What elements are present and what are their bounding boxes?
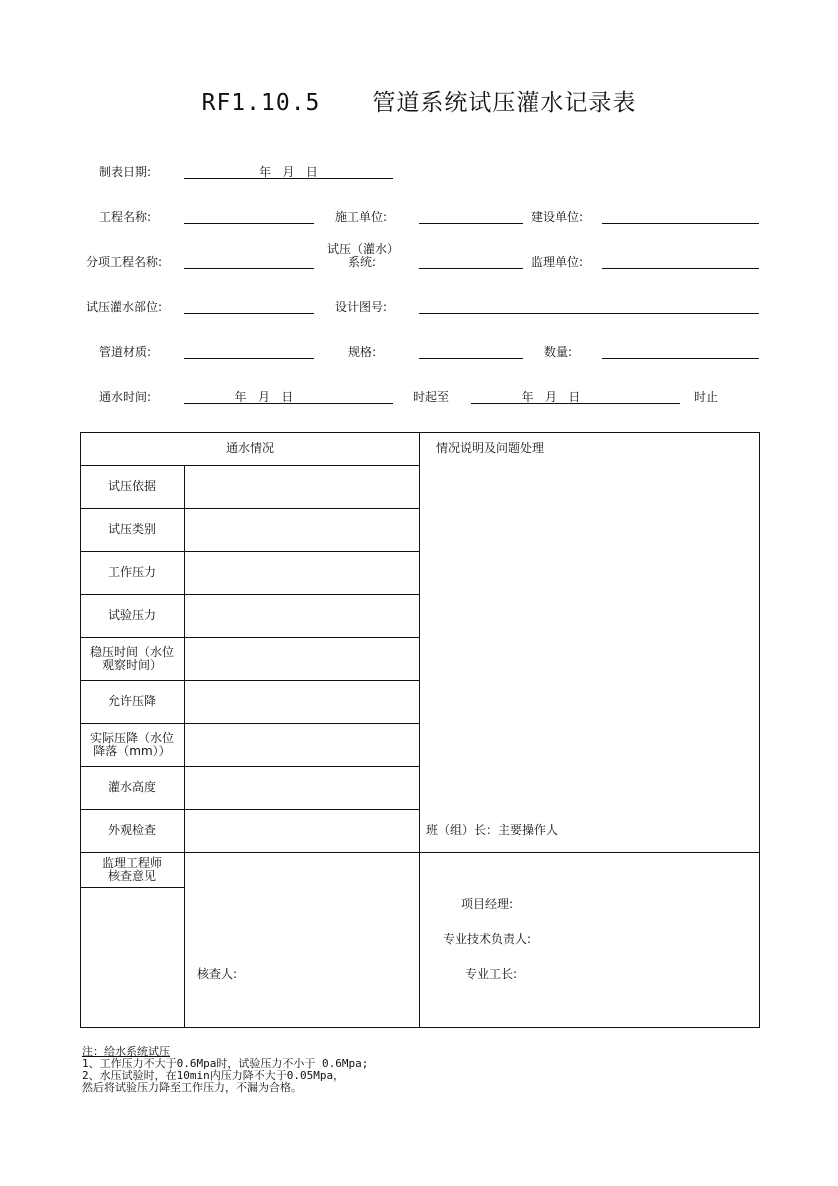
pipe-material-field[interactable]	[184, 358, 314, 359]
drawing-no-label: 设计图号:	[335, 300, 388, 314]
system-label-line1: 试压（灌水）	[327, 242, 400, 256]
row-label-stable-time-line1: 稳压时间（水位	[89, 645, 174, 659]
date-placeholder: 年 月 日	[259, 165, 318, 179]
build-unit-label: 建设单位:	[531, 210, 584, 224]
project-manager-label: 项目经理:	[461, 897, 514, 911]
table-border-left	[80, 432, 81, 1028]
row-label-actual-drop-line2: 降落（mm））	[93, 744, 171, 758]
right-header: 情况说明及问题处理	[436, 441, 545, 455]
supervisor-label-line1: 监理工程师	[101, 856, 162, 870]
value-cell-stable-time[interactable]	[185, 638, 419, 680]
spec-field[interactable]	[419, 358, 523, 359]
system-label-line2: 系统:	[348, 255, 377, 269]
notes-area[interactable]	[420, 460, 759, 810]
quantity-label: 数量:	[544, 345, 573, 359]
value-cell-working-pressure[interactable]	[185, 552, 419, 594]
value-cell-test-pressure[interactable]	[185, 595, 419, 637]
spec-label: 规格:	[348, 345, 377, 359]
row-label-appearance: 外观检查	[107, 823, 156, 837]
system-field[interactable]	[419, 268, 523, 269]
row-label-fill-height: 灌水高度	[107, 780, 156, 794]
value-cell-basis[interactable]	[185, 466, 419, 508]
row-label-stable-time-line2: 观察时间）	[101, 658, 162, 672]
water-to-placeholder: 年 月 日	[521, 390, 581, 404]
left-header: 通水情况	[225, 441, 274, 455]
row-line	[80, 852, 760, 853]
notes-block	[82, 1046, 368, 1094]
table-border-right	[759, 432, 760, 1028]
row-label-actual-drop-line1: 实际压降（水位	[89, 731, 174, 745]
value-cell-category[interactable]	[185, 509, 419, 551]
table-border-top	[80, 432, 760, 433]
tech-lead-label: 专业技术负责人:	[443, 932, 532, 946]
date-label: 制表日期:	[99, 165, 152, 179]
project-name-field[interactable]	[184, 223, 314, 224]
row-label-working-pressure: 工作压力	[107, 565, 156, 579]
water-from-placeholder: 年 月 日	[234, 390, 294, 404]
document-code: RF1.10.5	[201, 90, 321, 116]
construction-unit-label: 施工单位:	[335, 210, 388, 224]
build-unit-field[interactable]	[602, 223, 759, 224]
supervision-unit-label: 监理单位:	[531, 255, 584, 269]
from-suffix: 时起至	[413, 390, 450, 404]
note-line-2: 1、工作压力不大于0.6Mpa时，试验压力不小于 0.6Mpa;	[82, 1057, 369, 1070]
row-label-category: 试压类别	[107, 522, 156, 536]
document-title-text: 管道系统试压灌水记录表	[372, 90, 637, 116]
construction-unit-field[interactable]	[419, 223, 523, 224]
row-label-test-pressure: 试验压力	[107, 608, 156, 622]
location-label: 试压灌水部位:	[86, 300, 163, 314]
table-border-bottom	[80, 1027, 760, 1028]
value-cell-allowed-drop[interactable]	[185, 681, 419, 723]
quantity-field[interactable]	[602, 358, 759, 359]
value-cell-appearance[interactable]	[185, 810, 419, 852]
location-field[interactable]	[184, 313, 314, 314]
foreman-label: 专业工长:	[465, 967, 518, 981]
document-title	[0, 84, 838, 117]
sub-project-label: 分项工程名称:	[86, 255, 163, 269]
row-line	[80, 887, 185, 888]
drawing-no-field[interactable]	[419, 313, 759, 314]
sub-project-field[interactable]	[184, 268, 314, 269]
team-leader-text: 班（组）长：主要操作人	[426, 823, 559, 837]
to-suffix: 时止	[694, 390, 719, 404]
water-time-label: 通水时间:	[99, 390, 152, 404]
note-line-1: 注：给水系统试压	[82, 1045, 170, 1058]
row-label-basis: 试压依据	[107, 479, 156, 493]
row-label-allowed-drop: 允许压降	[107, 694, 156, 708]
pipe-material-label: 管道材质:	[99, 345, 152, 359]
supervision-unit-field[interactable]	[602, 268, 759, 269]
checker-label: 核查人:	[197, 967, 238, 981]
project-name-label: 工程名称:	[99, 210, 152, 224]
supervisor-label-line2: 核查意见	[107, 869, 156, 883]
value-cell-actual-drop[interactable]	[185, 724, 419, 766]
note-line-4: 然后将试验压力降至工作压力，不漏为合格。	[82, 1081, 302, 1094]
value-cell-fill-height[interactable]	[185, 767, 419, 809]
note-line-3: 2、水压试验时，在10min内压力降不大于0.05Mpa，	[82, 1069, 345, 1082]
